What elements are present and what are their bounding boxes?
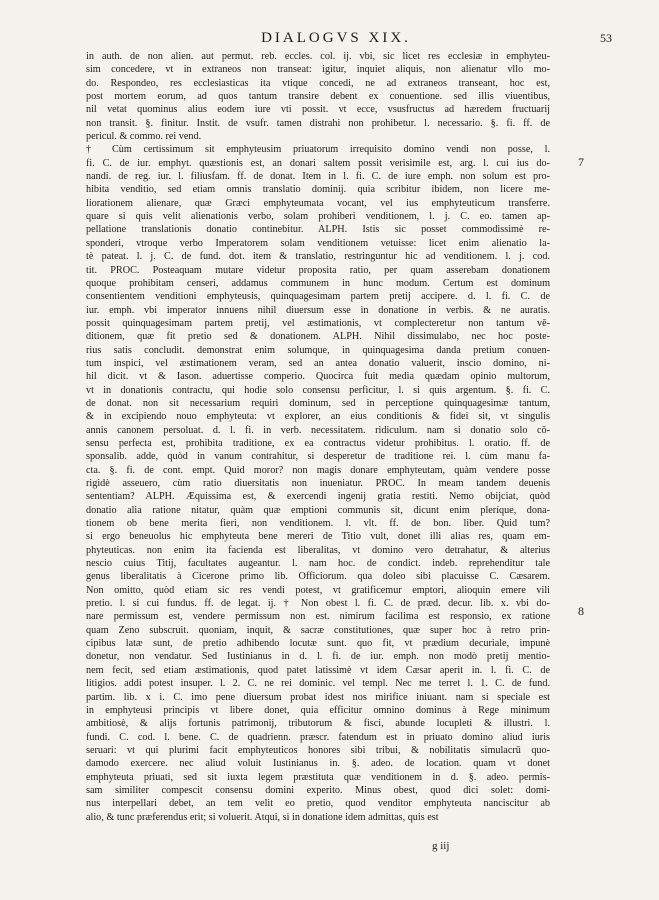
page-header xyxy=(60,30,612,52)
text-line: hibita venditio, sed etiam omnis translatio dominij. quia scribitur ibidem, non licere me- xyxy=(86,184,550,196)
text-line: alio, & tunc præferendus erit; si voluerit. Atqui, si in donatione idem admittas, quis est xyxy=(86,811,439,823)
text-line: annis canonem persoluat. d. l. fi. in verb. necessitatem. ridiculum. nam si donatio solo cō- xyxy=(86,424,550,436)
body-text xyxy=(86,50,550,824)
text-line: in auth. de non alien. aut permut. reb. eccles. col. ij. vbi, sic licet res ecclesiæ in emphyteu- xyxy=(86,51,550,62)
text-line: hil dicit. vt & Iason. aduertisse comperio. Quocirca fuit media quædam opinio multorum, xyxy=(86,371,550,383)
text-line: fundi. C. cod. l. bene. C. de quadrienn. præscr. fatendum est in priuato domino aliud iuris xyxy=(86,731,550,743)
page-number: 53 xyxy=(600,31,612,45)
text-line: genus liberalitatis à Cicerone primo lib. Officiorum. qua doleo sibi placuisse C. Cæsarem. xyxy=(86,571,550,583)
text-line: sponderi, vtroque verbo Imperatorem solam venditionem vetuisse: licet enim alienatio la- xyxy=(86,237,550,249)
text-line: in emphyteusi principis vt libere donet, quia efficitur omnino dominus à Rege minimum xyxy=(86,704,550,716)
text-line: rius satis concludit. demonstrat enim solumque, in quinquagesima danda pretium conuen- xyxy=(86,344,550,356)
text-line: cipibus latæ sunt, de pretio adhibendo locutæ sunt. quo fit, vt prædium decuriale, impunè xyxy=(86,638,550,650)
text-line: ambitiosè, & alijs fortunis patrimonij, tributorum & fisci, abunde locupleti & illustri. l. xyxy=(86,718,550,730)
text-line: Non omitto, quòd etiam sic res vendi potest, vt gratificemur emptori, alioquin emere vili xyxy=(86,584,550,596)
text-line: liorationem alienare, quæ Græci emphyteumata vocant, vel ius emphyteuticum transferre. xyxy=(86,197,550,209)
text-line: vt in donationis contractu, qui hodie solo consensu perficitur, l. si quis argentum. §. fi. C. xyxy=(86,384,550,396)
text-line: nem fecit, sed etiam æstimationis, quod patet latissimè vt idem Cæsar aperit in. l. fi. C. de xyxy=(86,664,550,676)
text-line: iur. emph. vbi imperator innuens nihil diuersum esse in donatione in verbis. & ne auratis. xyxy=(86,304,550,316)
text-line: pretio. l. si cui fundus. ff. de legat. ij. † Non obest l. fi. C. de præd. decur. lib. x. vbi do- xyxy=(86,598,550,610)
text-line: non transit. §. finitur. Instit. de vsufr. tamen distrahi non prohibetur. l. necessario. §. fi. ff. de xyxy=(86,117,550,129)
text-line: donetur, non vendatur. Sed Iustinianus in d. l. fi. de iur. emph. non modò pretij mentio- xyxy=(86,651,550,663)
text-line: tionem ob bene merita fieri, non venditionem. l. vlt. ff. de bon. liber. Quid tum? xyxy=(86,518,550,530)
text-line: nare permissum est, vendere permissum non est. nimirum facilima est responsio, ex ratione xyxy=(86,611,550,623)
text-line: post mortem eorum, ad quos tantum transire debent ex conuentione. sed illis viuentibus, xyxy=(86,91,550,103)
text-line: donatio alia ratione nitatur, quàm quæ emptioni communis sit, dicunt enim pleríque, dona- xyxy=(86,504,550,516)
text-line: nus interpellari debet, an tem velit eo pretio, quod venditor emphyteuta nanciscitur ab xyxy=(86,798,550,810)
text-line: phyteuticas. non enim ita facienda est liberalitas, vt domino vero detrahatur, & alterius xyxy=(86,544,550,556)
signature-mark: g iij xyxy=(432,840,450,852)
text-line: nescio cuius Titij, facultates augeantur. l. nam hoc. de condict. indeb. reprehenditur tale xyxy=(86,558,550,570)
text-line: de donat. non sit necessarium requiri dominum, sed in perceptione quinquagesimæ tantum, xyxy=(86,397,550,409)
text-line: nandi. de reg. iur. l. filiusfam. ff. de donat. Item in l. fi. C. de iure emph. non solum est pro- xyxy=(86,171,550,183)
text-line: partim. lib. x i. C. imo pene diuersum probat idest nos mirifice iniuant. nam si speciale est xyxy=(86,691,550,703)
text-line: sententiam? ALPH. Æquissima est, & exercendi ingenij gratia restiti. Nemo obijciat, quòd xyxy=(86,491,550,503)
text-line: nil vetat quominus alius eodem iure vti possit. vt ecce, vsusfructus ad hæredem fructuarij xyxy=(86,104,550,116)
text-line: pericul. & commo. rei vend. xyxy=(86,131,202,143)
text-line: fi. C. de iur. emphyt. quæstionis est, an donari saltem possit verisimile est, arg. l. cui ius do- xyxy=(86,157,550,169)
text-line: ditionem, quæ fit pretio sed & donationem. ALPH. Nihil dissimulabo, nec hoc poste- xyxy=(86,331,550,343)
text-line: quare si quis velit alienationis verbo, solam prohiberi venditionem, l. j. C. eo. tamen ap- xyxy=(86,211,550,223)
marginal-number: 8 xyxy=(578,604,584,618)
text-line: quam Zeno subscruit. quoniam, inquit, & sacræ constitutiones, quæ super hoc à retro prin- xyxy=(86,624,550,636)
text-line: si ergo beneuolus hic emphyteuta bene mereri de Titio vult, donet illi alias res, quam em- xyxy=(86,531,550,543)
text-line: damodo exercere. nec aliud voluit Iustinianus in. §. adeo. de location. quam vt donet xyxy=(86,758,550,770)
text-line: possit quinquagesimam partem pretij, vel æstimationis, vt complecteretur non tantum vē- xyxy=(86,317,550,329)
text-line: † Cùm certissimum sit emphyteusim priuatorum irrequisito domino vendi non posse, l. xyxy=(86,144,550,156)
text-line: sam similiter compescit consensu domini experito. Minus obest, quod dici solet: domi- xyxy=(86,784,550,796)
running-head: DIALOGVS XIX. xyxy=(261,30,411,46)
marginal-number: 7 xyxy=(578,155,584,169)
text-line: cta. §. fi. de cont. empt. Quid moror? non magis donare emphyteutam, quàm vendere posse xyxy=(86,464,550,476)
text-line: emphyteuta priuati, sed sit iuxta legem præstituta quæ venditionem in d. §. adeo. permis- xyxy=(86,771,550,783)
text-line: do. Respondeo, res ecclesiasticas ita vtique concedi, ne ad extraneos transeant, hoc est, xyxy=(86,77,550,89)
text-line: sensu perfecta est, prohibita traditione, ex ea contractus videtur prohibitus. l. oratio. ff. de xyxy=(86,437,550,449)
text-line: quoque prohibitam censeri, addamus communem in hunc modum. Certum est dominum xyxy=(86,277,550,289)
text-line: tit. PROC. Posteaquam mutare videtur proposita ratio, per quam asserebam donationem xyxy=(86,264,550,276)
text-line: sim concedere, vt in extraneos non transeat: igitur, inquiet aliquis, non alienatur vllo mo- xyxy=(86,64,550,76)
text-line: rigidè asseuero, cùm ratio diuersitatis non inueniatur. PROC. In meam tandem deuenis xyxy=(86,478,550,489)
text-line: litigios. addi potest insuper. l. 2. C. ne rei dominic. vel templ. Nec me terret l. 1. C. de fund. xyxy=(86,678,550,690)
text-line: sponsalib. adde, quòd in vanum contrahitur, si desperetur de traditione rei. l. cùm manu fa- xyxy=(86,451,550,463)
text-line: & in excipiendo nouo emphyteuta: vt explorer, an eius conditionis & fidei sit, vt singulis xyxy=(86,411,550,423)
text-line: tè pateat. l. j. C. de fund. dot. item & translatio, restringuntur hic ad venditionem. l. j. cod. xyxy=(86,251,550,263)
text-line: seruari: vt qui plurimi facit emphyteuticos honores sibi tribui, & nobilitatis simulacrū quo- xyxy=(86,744,550,756)
text-line: tum inspici, vel æstimationem veram, sed an antea donatio valuerit, inscio domino, ni- xyxy=(86,357,550,369)
text-line: pellatione translationis donatio continebitur. ALPH. Istis sic posset commodissimè re- xyxy=(86,224,550,236)
text-line: consentientem venditioni emphyteusis, quinquagesimam partem pretij accipere. d. l. fi. C. de xyxy=(86,291,550,303)
